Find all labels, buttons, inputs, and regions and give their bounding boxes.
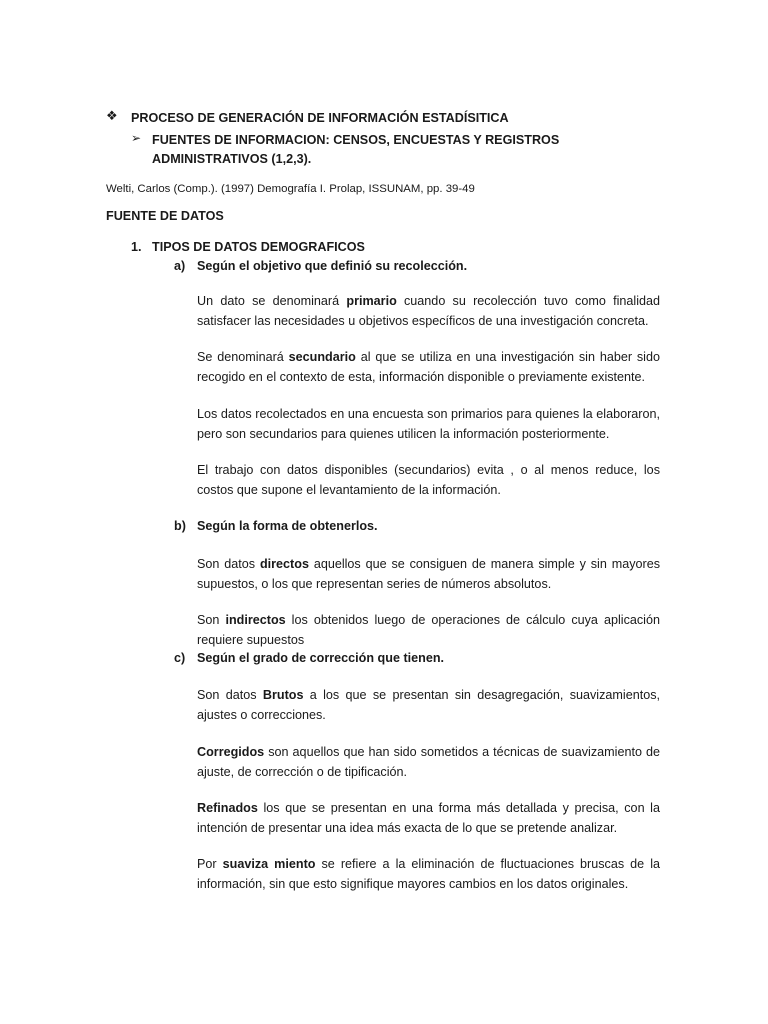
document-title: PROCESO DE GENERACIÓN DE INFORMACIÓN ESTADÍSITICA: [131, 111, 509, 125]
paragraph-costos: [197, 461, 660, 500]
term-refinados: Refinados: [197, 801, 258, 815]
text: El trabajo con datos disponibles (secundarios) evita , o al menos reduce, los costos que supone el levantamiento de la información.: [197, 463, 660, 497]
paragraph-indirectos: [197, 611, 660, 650]
text: Un dato se denominará: [197, 294, 347, 308]
paragraph-corregidos: [197, 743, 660, 782]
text: Son: [197, 613, 226, 627]
text: a los que se presentan sin desagregación, suavizamientos, ajustes o correcciones.: [197, 688, 661, 722]
paragraph-directos: [197, 555, 660, 594]
paragraph-suavizamiento: [197, 855, 660, 894]
text: Se denominará: [197, 350, 289, 364]
sublist-marker-a: a): [174, 259, 186, 273]
paragraph-secundario: [197, 348, 660, 387]
sublist-marker-c: c): [174, 651, 186, 665]
text: son aquellos que han sido sometidos a técnicas de suavizamiento de ajuste, de corrección o de tipificación.: [197, 745, 660, 779]
text: aquellos que se consiguen de manera simple y sin mayores supuestos, o los que representan series de números absolutos.: [197, 557, 661, 591]
sublist-title-b: Según la forma de obtenerlos.: [197, 519, 378, 533]
diamond-bullet-icon: ❖: [106, 108, 118, 123]
text: Son datos: [197, 688, 263, 702]
term-secundario: secundario: [288, 350, 356, 364]
sublist-title-c: Según el grado de corrección que tienen.: [197, 651, 445, 665]
sublist-title-a: Según el objetivo que definió su recolección.: [197, 259, 468, 273]
list-item-title: TIPOS DE DATOS DEMOGRAFICOS: [152, 240, 365, 254]
term-directos: directos: [259, 557, 309, 571]
term-primario: primario: [346, 294, 397, 308]
paragraph-encuesta: [197, 405, 660, 444]
text: cuando su recolección tuvo como finalidad satisfacer las necesidades u objetivos específicos de una investigación concreta.: [197, 294, 661, 328]
term-corregidos: Corregidos: [197, 745, 265, 759]
text: los que se presentan en una forma más detallada y precisa, con la intención de presentar una idea más exacta de lo que se pretende analizar.: [197, 801, 660, 835]
subtitle-line-1: FUENTES DE INFORMACION: CENSOS, ENCUESTAS Y REGISTROS: [152, 133, 560, 147]
list-number: 1.: [131, 240, 142, 254]
term-suavizamiento: suaviza miento: [222, 857, 316, 871]
text: los obtenidos luego de operaciones de cálculo cuya aplicación requiere supuestos: [197, 613, 660, 647]
paragraph-primario: [197, 292, 660, 331]
sublist-marker-b: b): [174, 519, 186, 533]
arrow-bullet-icon: ➢: [131, 131, 142, 145]
bibliographic-reference: Welti, Carlos (Comp.). (1997) Demografía I. Prolap, ISSUNAM, pp. 39-49: [106, 183, 475, 195]
text: Los datos recolectados en una encuesta son primarios para quienes la elaboraron, pero son secundarios para quienes utilicen la información posteriormente.: [197, 407, 660, 441]
text: se refiere a la eliminación de fluctuaciones bruscas de la información, sin que esto signifique mayores cambios en los datos originales.: [197, 857, 660, 891]
term-indirectos: indirectos: [225, 613, 286, 627]
subtitle-line-2: ADMINISTRATIVOS (1,2,3).: [152, 152, 312, 166]
paragraph-brutos: [197, 686, 660, 725]
text: Son datos: [197, 557, 260, 571]
text: al que se utiliza en una investigación sin haber sido recogido en el contexto de esta, información disponible o previamente existente.: [197, 350, 660, 384]
paragraph-refinados: [197, 799, 660, 838]
section-heading: FUENTE DE DATOS: [106, 209, 224, 223]
text: Por: [197, 857, 223, 871]
term-brutos: Brutos: [262, 688, 304, 702]
